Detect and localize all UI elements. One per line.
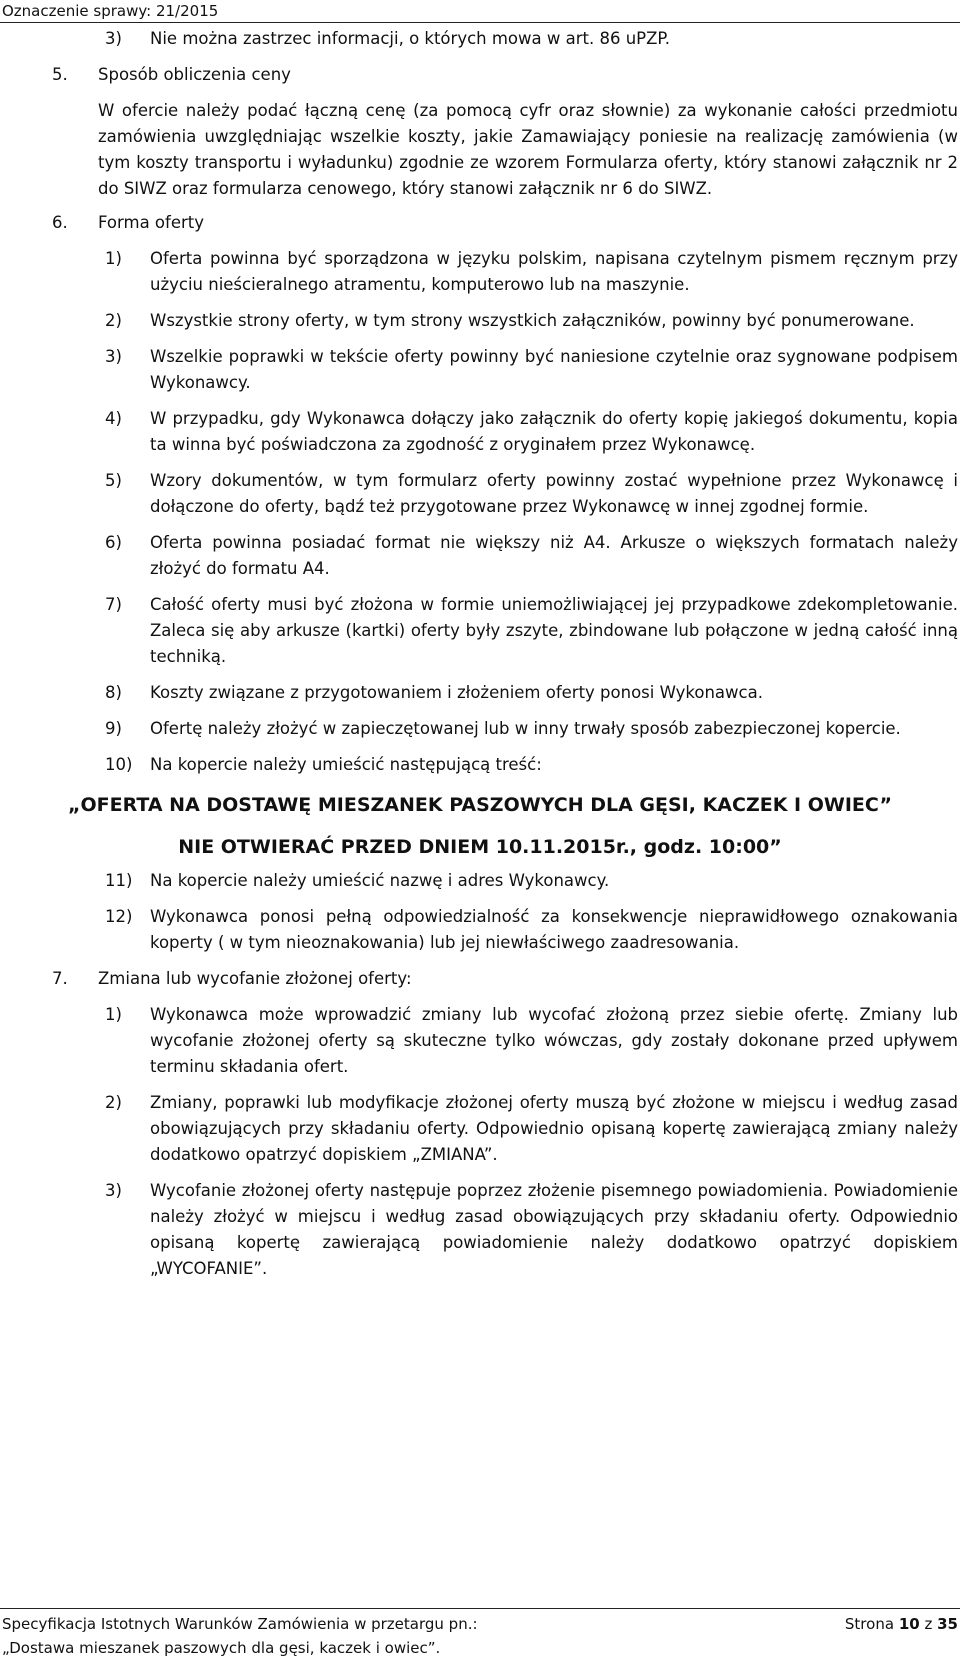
item-number: 3)	[105, 347, 122, 366]
section-number: 7.	[52, 969, 68, 988]
item-number: 1)	[105, 249, 122, 268]
item-text: Wykonawca może wprowadzić zmiany lub wycofać złożoną przez siebie ofertę. Zmiany lub wycofanie złożonej oferty są skuteczne tylko wówczas, gdy zostały dokonane przed upływem terminu składania ofert.	[150, 1005, 958, 1076]
item-text: Nie można zastrzec informacji, o których mowa w art. 86 uPZP.	[150, 29, 671, 48]
list-item	[0, 752, 960, 778]
section-number: 5.	[52, 65, 68, 84]
section-7-heading	[0, 966, 960, 992]
item-text: Na kopercie należy umieścić nazwę i adres Wykonawcy.	[150, 871, 610, 890]
item-number: 2)	[105, 311, 122, 330]
list-item	[0, 868, 960, 894]
list-item	[0, 1178, 960, 1282]
item-text: Wzory dokumentów, w tym formularz oferty powinny zostać wypełnione przez Wykonawcę i dołączone do oferty, bądź też przygotowane przez Wykonawcę w innej zgodnej formie.	[150, 471, 958, 516]
item-text: Koszty związane z przygotowaniem i złożeniem oferty ponosi Wykonawca.	[150, 683, 763, 702]
list-item	[0, 308, 960, 334]
case-reference: Oznaczenie sprawy: 21/2015	[2, 2, 219, 20]
section-5-heading	[0, 62, 960, 88]
envelope-heading: „OFERTA NA DOSTAWĘ MIESZANEK PASZOWYCH DLA GĘSI, KACZEK I OWIEC”	[67, 794, 893, 816]
item-number: 11)	[105, 871, 133, 890]
list-item	[0, 904, 960, 956]
page-current: 10	[898, 1615, 920, 1633]
section-number: 6.	[52, 213, 68, 232]
item-number: 12)	[105, 907, 133, 926]
list-item	[0, 1002, 960, 1080]
section-title: Zmiana lub wycofanie złożonej oferty:	[98, 969, 412, 988]
footer-subject: „Dostawa mieszanek paszowych dla gęsi, kaczek i owiec”.	[2, 1639, 441, 1657]
item-text: Wszelkie poprawki w tekście oferty powinny być naniesione czytelnie oraz sygnowane podpisem Wykonawcy.	[150, 347, 958, 392]
item-text: Na kopercie należy umieścić następującą treść:	[150, 755, 542, 774]
item-number: 8)	[105, 683, 122, 702]
item-text: W przypadku, gdy Wykonawca dołączy jako załącznik do oferty kopię jakiegoś dokumentu, kopia ta winna być poświadczona za zgodność z oryginałem przez Wykonawcę.	[150, 409, 958, 454]
item-number: 3)	[105, 1181, 122, 1200]
list-item	[0, 716, 960, 742]
item-text: Całość oferty musi być złożona w formie uniemożliwiającej jej przypadkowe zdekompletowanie. Zaleca się aby arkusze (kartki) oferty były zszyte, zbindowane lub połączone w jedną całość inną techniką.	[150, 595, 958, 666]
page-label: Strona	[844, 1615, 895, 1633]
item-text: Zmiany, poprawki lub modyfikacje złożonej oferty muszą być złożone w miejscu i według zasad obowiązujących przy składaniu oferty. Odpowiednio opisaną kopertę zawierającą zmiany należy dodatkowo opatrzyć dopiskiem „ZMIANA”.	[150, 1093, 958, 1164]
section-6-list-continued	[0, 868, 960, 956]
list-item	[0, 246, 960, 298]
list-item	[0, 406, 960, 458]
item-text: Ofertę należy złożyć w zapieczętowanej lub w inny trwały sposób zabezpieczonej kopercie.	[150, 719, 901, 738]
page-total: 35	[937, 1615, 958, 1633]
list-item	[0, 680, 960, 706]
item-text: Wycofanie złożonej oferty następuje poprzez złożenie pisemnego powiadomienia. Powiadomienie należy złożyć w miejscu i według zasad obowiązujących przy składaniu oferty. Odpowiednio opisaną kopertę zawierającą powiadomienie należy dodatkowo opatrzyć dopiskiem „WYCOFANIE”.	[150, 1181, 958, 1278]
item-text: Oferta powinna być sporządzona w języku polskim, napisana czytelnym pismem ręcznym przy użyciu nieścieralnego atramentu, komputerowo lub na maszynie.	[150, 249, 958, 294]
item-text: Wykonawca ponosi pełną odpowiedzialność za konsekwencje nieprawidłowego oznakowania koperty ( w tym nieoznakowania) lub jej niewłaściwego zaadresowania.	[150, 907, 958, 952]
item-number: 4)	[105, 409, 122, 428]
item-number: 7)	[105, 595, 122, 614]
section-7-list	[0, 1002, 960, 1282]
page-number	[845, 1612, 958, 1636]
list-item	[0, 530, 960, 582]
footer-title: Specyfikacja Istotnych Warunków Zamówienia w przetargu pn.:	[2, 1615, 478, 1633]
item-number: 2)	[105, 1093, 122, 1112]
list-item	[0, 1090, 960, 1168]
section-title: Sposób obliczenia ceny	[98, 65, 291, 84]
section-title: Forma oferty	[98, 213, 204, 232]
item-number: 6)	[105, 533, 122, 552]
item-number: 1)	[105, 1005, 122, 1024]
section-6-list	[0, 246, 960, 778]
item-number: 9)	[105, 719, 122, 738]
document-header	[0, 0, 960, 23]
list-item	[0, 468, 960, 520]
item-text: Oferta powinna posiadać format nie większy niż A4. Arkusze o większych formatach należy złożyć do formatu A4.	[150, 533, 958, 578]
document-body	[0, 26, 960, 1292]
item-number: 5)	[105, 471, 122, 490]
envelope-notice: NIE OTWIERAĆ PRZED DNIEM 10.11.2015r., godz. 10:00”	[178, 836, 782, 858]
section-5-paragraph: W ofercie należy podać łączną cenę (za pomocą cyfr oraz słownie) za wykonanie całości przedmiotu zamówienia uwzględniając wszelkie koszty, jakie Zamawiający poniesie na realizację zamówienia (w tym koszty transportu i wyładunku) zgodnie ze wzorem Formularza oferty, który stanowi załącznik nr 2 do SIWZ oraz formularza cenowego, który stanowi załącznik nr 6 do SIWZ.	[98, 101, 958, 198]
item-text: Wszystkie strony oferty, w tym strony wszystkich załączników, powinny być ponumerowane.	[150, 311, 915, 330]
item-number: 10)	[105, 755, 133, 774]
list-item	[0, 592, 960, 670]
page-of: z	[924, 1615, 933, 1633]
item-number: 3)	[105, 29, 122, 48]
list-item	[0, 344, 960, 396]
footer-divider	[0, 1608, 960, 1609]
section-6-heading	[0, 210, 960, 236]
list-item	[0, 26, 960, 52]
